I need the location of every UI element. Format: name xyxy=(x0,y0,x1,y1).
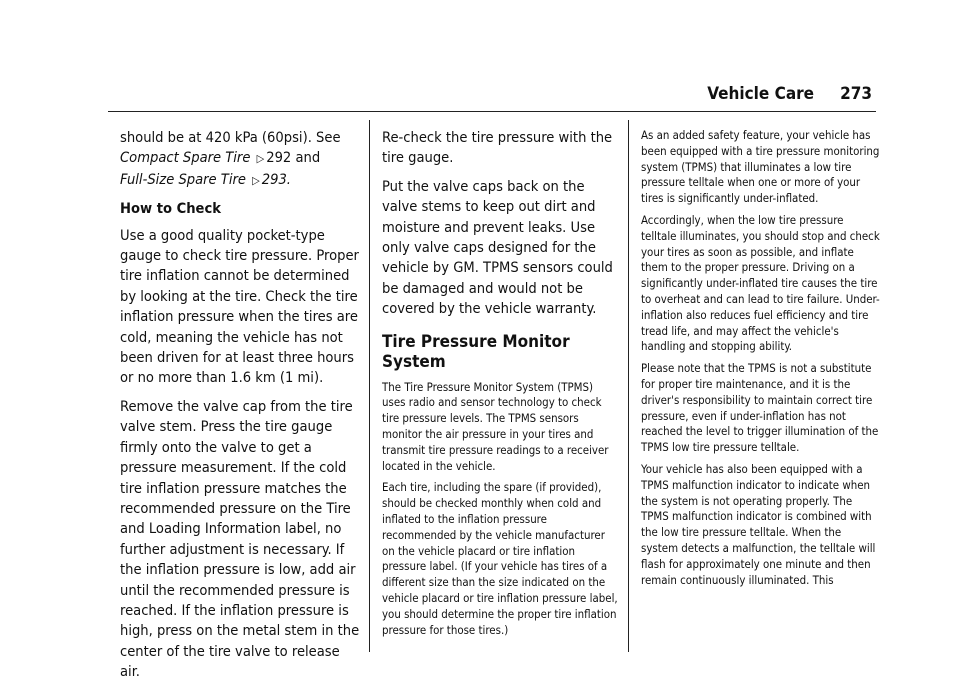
header-divider xyxy=(108,111,876,112)
paragraph: Each tire, including the spare (if provided), should be checked monthly when cold and inflated to the inflation pressure recommended by the vehicle manufacturer on the vehicle placard or tire inflation pressure label. (If your vehicle has tires of a different size than the size indicated on the vehicle placard or tire inflation pressure label, you should determine the proper tire inflation pressure for those tires.) xyxy=(382,480,618,637)
paragraph: The Tire Pressure Monitor System (TPMS) uses radio and sensor technology to check tire pressure levels. The TPMS sensors monitor the air pressure in your tires and transmit tire pressure readings to a receiver located in the vehicle. xyxy=(382,379,609,473)
paragraph: should be at 420 kPa (60psi). See Compact Spare Tire ▷ 292 and Full-Size Spare Tire ▷ 293. xyxy=(120,129,341,188)
paragraph: Use a good quality pocket-type gauge to check tire pressure. Proper tire inflation cannot be determined by looking at the tire. Check the tire inflation pressure when the tires are cold, meaning the vehicle has not been driven for at least three hours or no more than 1.6 km (1 mi). xyxy=(120,226,359,387)
column-divider-2 xyxy=(628,120,629,652)
section-title: Vehicle Care xyxy=(707,84,815,104)
paragraph: Your vehicle has also been equipped with a TPMS malfunction indicator to indicate when the system is not operating properly. The TPMS malfunction indicator is combined with the low tire pressure telltale. When the system detects a malfunction, the telltale will flash for approximately one minute and then remain continuously illuminated. This xyxy=(641,461,876,587)
page-ref[interactable]: 293. xyxy=(261,170,291,188)
link-compact-spare-tire[interactable]: Compact Spare Tire xyxy=(120,149,251,167)
paragraph: Re-check the tire pressure with the tire gauge. xyxy=(382,129,613,167)
subheading-how-to-check: How to Check xyxy=(120,200,221,218)
page-ref[interactable]: 292 xyxy=(266,149,292,167)
column-divider-1 xyxy=(369,120,370,652)
paragraph: As an added safety feature, your vehicle has been equipped with a tire pressure monitoring system (TPMS) that illuminates a low tire pressure telltale when one or more of your tires is significantly under-inflated. xyxy=(641,128,880,206)
column-1 xyxy=(120,128,360,691)
paragraph: Accordingly, when the low tire pressure telltale illuminates, you should stop and check your tires as soon as possible, and inflate them to the proper pressure. Driving on a significantly under-inflated tire causes the tire to overheat and can lead to tire failure. Under-inflation also reduces fuel efficiency and tire tread life, and may affect the vehicle's handling and stopping ability. xyxy=(641,212,880,354)
link-full-size-spare-tire[interactable]: Full-Size Spare Tire xyxy=(120,170,246,188)
paragraph: Remove the valve cap from the tire valve stem. Press the tire gauge firmly onto the valve to get a pressure measurement. If the cold tire inflation pressure matches the recommended pressure on the Tire and Loading Information label, no further adjustment is necessary. If the inflation pressure is low, add air until the recommended pressure is reached. If the inflation pressure is high, press on the metal stem in the center of the tire valve to release air. xyxy=(120,397,360,681)
paragraph: Please note that the TPMS is not a substitute for proper tire maintenance, and it is the driver's responsibility to maintain correct tire pressure, even if under-inflation has not reached the level to trigger illumination of the TPMS low tire pressure telltale. xyxy=(641,361,879,455)
page-ref-icon: ▷ xyxy=(252,173,260,187)
column-3 xyxy=(641,128,881,594)
paragraph: Put the valve caps back on the valve stems to keep out dirt and moisture and prevent leaks. Use only valve caps designed for the vehicle by GM. TPMS sensors could be damaged and would not be covered by the vehicle warranty. xyxy=(382,177,613,318)
section-heading: Tire Pressure Monitor System xyxy=(382,331,570,372)
page-number: 273 xyxy=(840,84,872,104)
column-2 xyxy=(382,128,618,646)
page-ref-icon: ▷ xyxy=(256,152,265,166)
page-header xyxy=(707,84,872,104)
